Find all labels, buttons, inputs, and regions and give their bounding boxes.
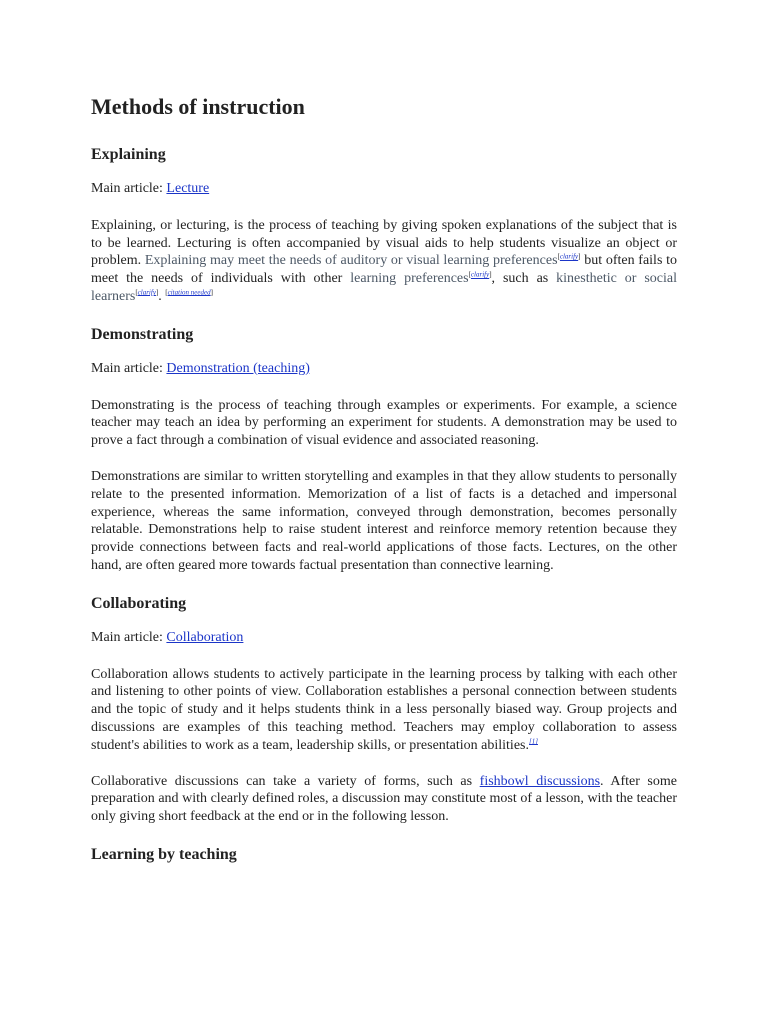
text-span: .	[158, 288, 166, 304]
section-collaborating	[91, 593, 677, 826]
text-span-muted: Explaining may meet the needs of auditory or visual learning preferences	[144, 253, 558, 269]
section-learning-by-teaching	[91, 844, 677, 866]
reference-link-1[interactable]: [1]	[529, 737, 538, 746]
paragraph-explaining	[91, 217, 677, 306]
main-article-label: Main article:	[91, 360, 167, 376]
paragraph-collaborating-2	[91, 773, 677, 826]
main-article-explaining	[91, 180, 677, 198]
section-explaining	[91, 144, 677, 306]
paragraph-demonstrating-1: Demonstrating is the process of teaching through examples or experiments. For example, a science teacher may teach an idea by performing an experiment for students. A demonstration may be used to prove a fact through a combination of visual evidence and associated reasoning.	[91, 397, 677, 449]
heading-collaborating: Collaborating	[91, 594, 187, 612]
main-article-collaborating	[91, 629, 677, 647]
link-fishbowl-discussions[interactable]: fishbowl discussions	[479, 773, 601, 789]
paragraph-demonstrating-2: Demonstrations are similar to written storytelling and examples in that they allow students to personally relate to the presented information. Memorization of a list of facts is a detached and impersonal experience, whereas the same information, conveyed through demonstration, becomes personally relatable. Demonstrations help to raise student interest and reinforce memory retention because they provide connections between facts and real-world applications of those facts. Lectures, on the other hand, are often geared more towards factual presentation than connective learning.	[91, 468, 677, 573]
link-demonstration-teaching[interactable]: Demonstration (teaching)	[166, 360, 310, 376]
clarify-note: [clarify]	[468, 270, 492, 279]
main-article-demonstrating	[91, 360, 677, 378]
heading-explaining: Explaining	[91, 146, 166, 163]
clarify-link-2[interactable]: clarify	[470, 270, 490, 279]
text-span: Collaboration allows students to actively participate in the learning process by talking with each other and listening to other points of view. Collaboration establishes a personal connection between students and the topic of study and it helps students think in a less personally biased way. Group projects and discussions are examples of this teaching method. Teachers may employ collaboration to assess student's abilities to work as a team, leadership skills, or presentation abilities.	[91, 666, 677, 753]
heading-demonstrating: Demonstrating	[91, 325, 194, 343]
main-article-label: Main article:	[91, 629, 167, 645]
text-span: Explaining, or lecturing, is the process of teaching by giving spoken explanations of the subject that is to be learned. Lecturing is often accompanied by visual aids to help students visualize an object or problem.	[91, 217, 677, 269]
clarify-note: [clarify]	[135, 288, 159, 297]
clarify-link-1[interactable]: clarify	[559, 252, 579, 261]
section-demonstrating	[91, 324, 677, 575]
text-span: Collaborative discussions can take a variety of forms, such as	[91, 773, 480, 789]
clarify-link-3[interactable]: clarify	[137, 288, 156, 297]
text-span-muted: kinesthetic or social learners	[91, 271, 678, 304]
text-span: but often fails to meet the needs of individuals with other	[91, 253, 677, 287]
text-span-muted: learning preferences	[350, 271, 469, 287]
citation-needed-link[interactable]: citation needed	[167, 288, 211, 297]
text-span: , such as	[491, 271, 557, 287]
heading-learning-by-teaching: Learning by teaching	[91, 845, 237, 863]
main-article-label: Main article:	[91, 181, 167, 196]
paragraph-collaborating-1	[91, 666, 677, 755]
link-lecture[interactable]: Lecture	[166, 181, 210, 196]
page-title: Methods of instruction	[91, 94, 305, 119]
reference-note	[529, 737, 538, 745]
text-span: . After some preparation and with clearly defined roles, a discussion may constitute most of a lesson, with the teacher only giving short feedback at the end or in the following lesson.	[91, 773, 677, 825]
link-collaboration[interactable]: Collaboration	[166, 629, 244, 645]
citation-note: [citation needed]	[165, 288, 213, 297]
clarify-note: [clarify]	[557, 252, 581, 261]
